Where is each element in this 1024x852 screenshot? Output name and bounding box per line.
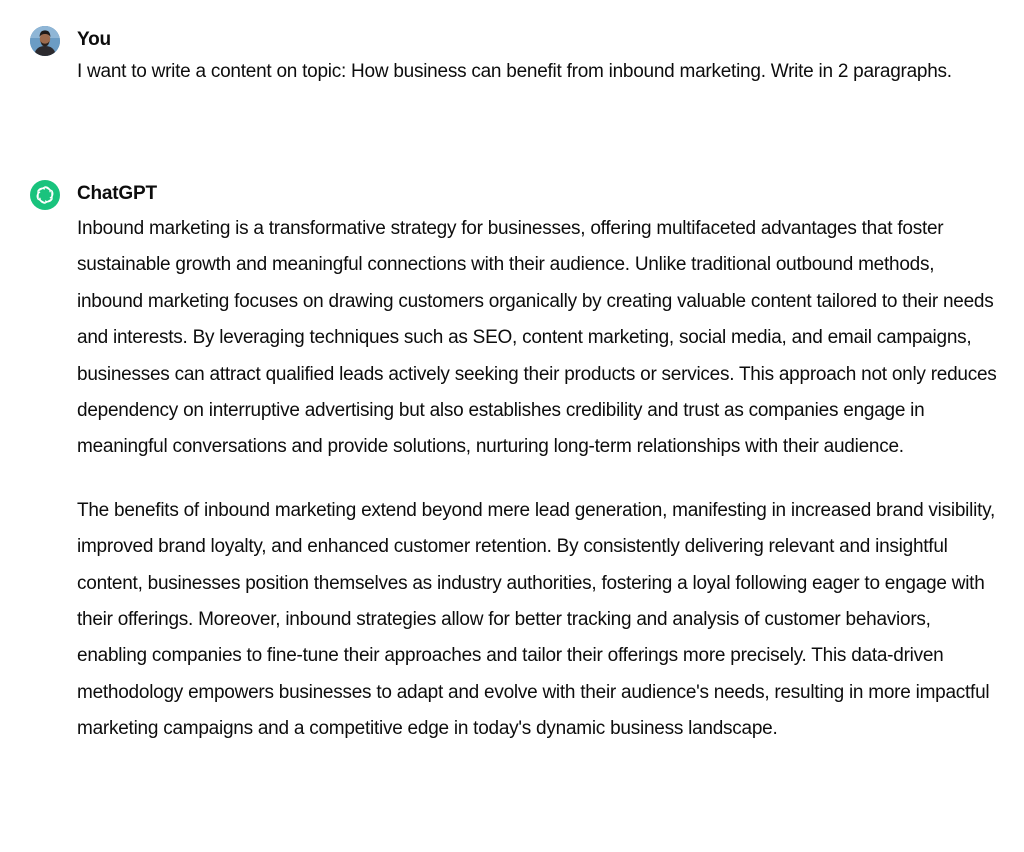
chatgpt-avatar xyxy=(30,180,60,210)
assistant-message-content xyxy=(77,211,997,748)
user-message-content xyxy=(77,57,997,87)
assistant-author-name: ChatGPT xyxy=(77,183,157,204)
user-photo-avatar-icon xyxy=(30,26,60,56)
user-message-text: I want to write a content on topic: How business can benefit from inbound marketing. Write in 2 paragraphs. xyxy=(77,61,952,82)
assistant-paragraph-1: Inbound marketing is a transformative strategy for businesses, offering multifaceted advantages that foster sustainable growth and meaningful connections with their audience. Unlike traditional outbound methods, inbound marketing focuses on drawing customers organically by creating valuable content tailored to their needs and interests. By leveraging techniques such as SEO, content marketing, social media, and email campaigns, businesses can attract qualified leads actively seeking their products or services. This approach not only reduces dependency on interruptive advertising but also establishes credibility and trust as companies engage in meaningful conversations and provide solutions, nurturing long-term relationships with their audience. xyxy=(77,218,997,458)
assistant-paragraph-2: The benefits of inbound marketing extend beyond mere lead generation, manifesting in increased brand visibility, improved brand loyalty, and enhanced customer retention. By consistently delivering relevant and insightful content, businesses position themselves as industry authorities, fostering a loyal following eager to engage with their offerings. Moreover, inbound strategies allow for better tracking and analysis of customer behaviors, enabling companies to fine-tune their approaches and tailor their offerings more precisely. This data-driven methodology empowers businesses to adapt and evolve with their audience's needs, resulting in more impactful marketing campaigns and a competitive edge in today's dynamic business landscape. xyxy=(77,499,995,740)
user-avatar xyxy=(30,26,60,56)
user-author-name: You xyxy=(77,29,111,50)
openai-logo-icon xyxy=(34,184,56,206)
